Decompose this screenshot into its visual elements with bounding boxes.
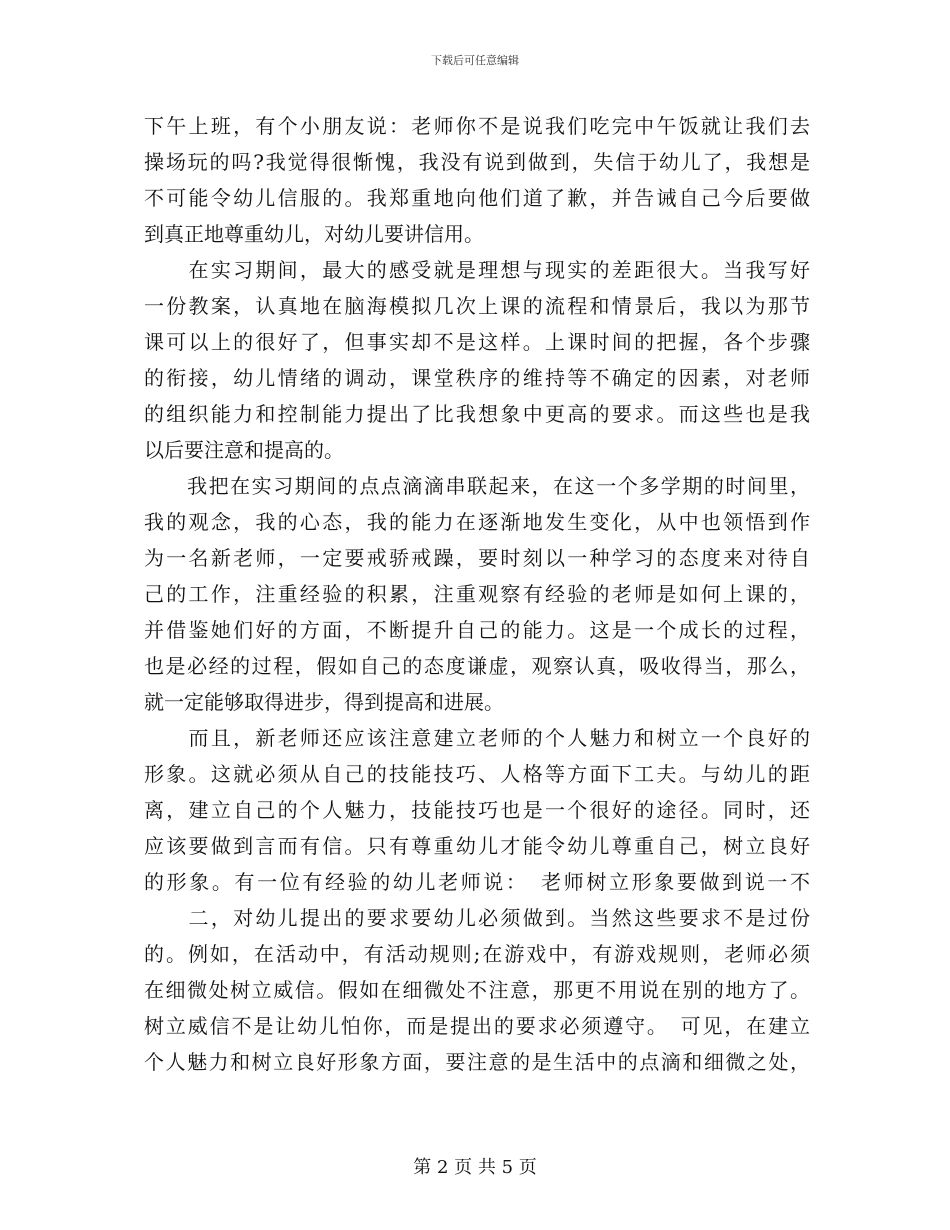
- text-line: 课可以上的很好了，但事实却不是这样。上课时间的把握，各个步骤: [144, 330, 810, 354]
- text-line: 个人魅力和树立良好形象方面，要注意的是生活中的点滴和细微之处，: [144, 1050, 810, 1074]
- text-line: 为一名新老师，一定要戒骄戒躁，要时刻以一种学习的态度来对待自: [144, 546, 810, 570]
- text-line: 我的观念，我的心态，我的能力在逐渐地发生变化，从中也领悟到作: [144, 510, 810, 534]
- text-line: 形象。这就必须从自己的技能技巧、人格等方面下工夫。与幼儿的距: [144, 762, 810, 786]
- text-line: 二，对幼儿提出的要求要幼儿必须做到。当然这些要求不是过份: [144, 906, 810, 930]
- text-line: 应该要做到言而有信。只有尊重幼儿才能令幼儿尊重自己，树立良好: [144, 834, 810, 858]
- text-line: 的衔接，幼儿情绪的调动，课堂秩序的维持等不确定的因素，对老师: [144, 366, 810, 390]
- text-line: 不可能令幼儿信服的。我郑重地向他们道了歉，并告诫自己今后要做: [144, 186, 810, 210]
- text-line: 的形象。有一位有经验的幼儿老师说： 老师树立形象要做到说一不: [144, 870, 810, 894]
- text-line: 到真正地尊重幼儿，对幼儿要讲信用。: [144, 222, 484, 246]
- text-line: 的。例如，在活动中，有活动规则;在游戏中，有游戏规则，老师必须: [144, 942, 810, 966]
- document-body: [144, 108, 810, 1080]
- page-number: 第 2 页 共 5 页: [413, 1157, 537, 1178]
- text-line: 的组织能力和控制能力提出了比我想象中更高的要求。而这些也是我: [144, 402, 810, 426]
- text-line: 在实习期间，最大的感受就是理想与现实的差距很大。当我写好: [144, 258, 810, 282]
- text-line: 一份教案，认真地在脑海模拟几次上课的流程和情景后，我以为那节: [144, 294, 810, 318]
- text-line: 操场玩的吗?我觉得很惭愧，我没有说到做到，失信于幼儿了，我想是: [144, 150, 810, 174]
- text-line: 我把在实习期间的点点滴滴串联起来，在这一个多学期的时间里，: [144, 474, 810, 498]
- text-line: 也是必经的过程，假如自己的态度谦虚，观察认真，吸收得当，那么，: [144, 654, 810, 678]
- text-line: 就一定能够取得进步，得到提高和进展。: [144, 690, 504, 714]
- page-header: 下载后可任意编辑: [431, 54, 519, 67]
- text-line: 离，建立自己的个人魅力，技能技巧也是一个很好的途径。同时，还: [144, 798, 810, 822]
- text-line: 并借鉴她们好的方面，不断提升自己的能力。这是一个成长的过程，: [144, 618, 810, 642]
- text-line: 下午上班，有个小朋友说：老师你不是说我们吃完中午饭就让我们去: [144, 114, 810, 138]
- text-line: 在细微处树立威信。假如在细微处不注意，那更不用说在别的地方了。: [144, 978, 810, 1002]
- text-line: 以后要注意和提高的。: [144, 438, 344, 462]
- text-line: 己的工作，注重经验的积累，注重观察有经验的老师是如何上课的，: [144, 582, 810, 606]
- text-line: 树立威信不是让幼儿怕你，而是提出的要求必须遵守。 可见，在建立: [144, 1014, 810, 1038]
- text-line: 而且，新老师还应该注意建立老师的个人魅力和树立一个良好的: [144, 726, 810, 750]
